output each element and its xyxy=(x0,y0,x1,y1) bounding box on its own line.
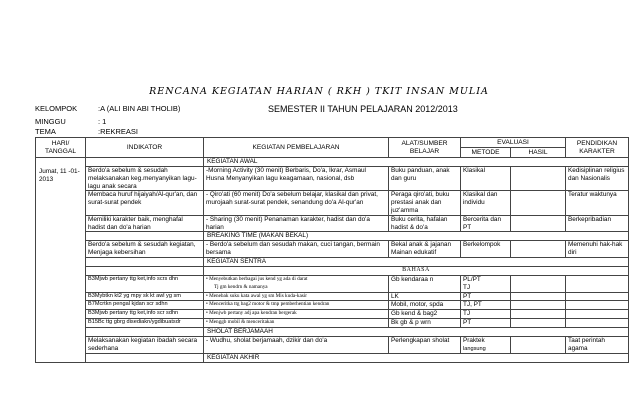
metode-cell: Bercerita dan PT xyxy=(461,215,511,232)
section-kegiatan-awal: KEGIATAN AWAL xyxy=(204,158,629,167)
metode-cell: PL/PT TJ xyxy=(461,275,511,292)
header-kegiatan: KEGIATAN PEMBELAJARAN xyxy=(204,138,389,158)
indikator-cell: Memiliki karakter baik, menghafal hadist dan do'a harian xyxy=(86,215,204,232)
hasil-cell xyxy=(511,215,566,232)
header-alat: ALAT/SUMBER BELAJAR xyxy=(389,138,461,158)
header-pendidikan: PENDIDIKAN KARAKTER xyxy=(566,138,629,158)
alat-cell: Perlengkapan sholat xyxy=(389,336,461,354)
table-row xyxy=(36,301,629,310)
metode-cell: TJ, PT xyxy=(461,301,511,310)
semester-text: SEMESTER II TAHUN PELAJARAN 2012/2013 xyxy=(268,104,458,114)
kegiatan-cell: - Berdo'a sebelum dan sesudah makan, cuci tangan, bermain bersama xyxy=(204,241,389,258)
metode-cell: PT xyxy=(461,318,511,327)
alat-cell: LK xyxy=(389,292,461,301)
empty-cell xyxy=(86,327,204,336)
table-row xyxy=(36,336,629,354)
table-row xyxy=(36,318,629,327)
karakter-cell: Kedisiplinan religius dan Nasionalis xyxy=(566,167,629,191)
kegiatan-cell: • Menyebutkan berbagai jus kend yg ada di darat Tj gm kendrn & namanya xyxy=(204,275,389,292)
section-kegiatan-sentra: KEGIATAN SENTRA xyxy=(204,257,629,266)
hasil-cell xyxy=(511,191,566,215)
indikator-cell: Berdo'a sebelum & sesudah melaksanakan keg.menyanyikan lagu-lagu anak secara xyxy=(86,167,204,191)
table-row xyxy=(36,191,629,215)
alat-cell: Buku panduan, anak dan guru xyxy=(389,167,461,191)
table-row xyxy=(36,215,629,232)
metode-cell: Berkelompok xyxy=(461,241,511,258)
hasil-cell xyxy=(511,318,566,327)
kegiatan-cell: • Menggb mobil & menceritakan xyxy=(204,318,389,327)
karakter-cell: Teratur waktunya xyxy=(566,191,629,215)
kegiatan-cell: • Menebak suku kata awal yg sm Mis kuda-kasir xyxy=(204,292,389,301)
page-title: RENCANA KEGIATAN HARIAN ( RKH ) TKIT INSAN MULIA xyxy=(149,86,489,97)
alat-cell: Bekal anak & jajanan Mainan edukatif xyxy=(389,241,461,258)
alat-cell: Buku cerita, hafalan hadist & do'a xyxy=(389,215,461,232)
karakter-cell: Berkepribadian xyxy=(566,215,629,232)
indikator-cell: B7Mcrtkn pengal kjdan scr sdhn xyxy=(86,301,204,310)
alat-cell: Gb kend & bag2 xyxy=(389,310,461,319)
alat-cell: Peraga qiro'ati, buku prestasi anak dan juz'amma xyxy=(389,191,461,215)
table-row xyxy=(36,241,629,258)
header-hari: HARI/ TANGGAL xyxy=(36,138,86,158)
hasil-cell xyxy=(511,241,566,258)
day-cell: Jumat, 11 -01-2013 xyxy=(36,158,86,363)
kegiatan-cell: -Morning Activity (30 menit) Berbaris, Do'a, Ikrar, Asmaul Husna Menyanyikan lagu keagamaan, nasional, dsb xyxy=(204,167,389,191)
indikator-cell: B3Mjwb pertany ttg ket,info scrs dhn xyxy=(86,275,204,292)
alat-cell: Bk gb & p wrn xyxy=(389,318,461,327)
alat-cell: Mobil, motor, spda xyxy=(389,301,461,310)
sentra-bahasa-title: BAHASA xyxy=(204,266,629,275)
metode-cell: TJ xyxy=(461,310,511,319)
indikator-cell: B3Mybtkn kt2 yg mpy sk kt awl yg sm xyxy=(86,292,204,301)
section-breaking-time: BREAKING TIME (MAKAN BEKAL) xyxy=(204,232,629,241)
metode-cell: Klasikal xyxy=(461,167,511,191)
table-row xyxy=(36,292,629,301)
karakter-cell: Memenuhi hak-hak diri xyxy=(566,241,629,258)
hasil-cell xyxy=(511,310,566,319)
indikator-cell: B15Bc ttg gbrg disediakn/ygdibuatsdr xyxy=(86,318,204,327)
header-hasil: HASIL xyxy=(511,148,566,158)
empty-cell xyxy=(86,266,204,275)
empty-cell xyxy=(86,354,204,363)
header-evaluasi: EVALUASI xyxy=(461,138,566,148)
table-row xyxy=(36,275,629,292)
header-indikator: INDIKATOR xyxy=(86,138,204,158)
section-kegiatan-akhir: KEGIATAN AKHIR xyxy=(204,354,629,363)
header-metode: METODE xyxy=(461,148,511,158)
section-sholat: SHOLAT BERJAMAAH xyxy=(204,327,629,336)
indikator-cell: Berdo'a sebelum & sesudah kegiatan, Menjaga kebersihan xyxy=(86,241,204,258)
karakter-cell xyxy=(566,292,629,301)
karakter-cell xyxy=(566,318,629,327)
minggu-value: : 1 xyxy=(98,117,107,126)
tema-value: :REKREASI xyxy=(98,127,139,136)
kegiatan-cell: - Wudhu, sholat berjamaah, dzikir dan do'a xyxy=(204,336,389,354)
karakter-cell xyxy=(566,301,629,310)
indikator-cell: Membaca huruf hijaiyah/Al-qur'an, dan surat-surat pendek xyxy=(86,191,204,215)
rkh-table xyxy=(35,137,629,363)
kegiatan-cell: - Sharing (30 menit) Penanaman karakter, hadist dan do'a harian xyxy=(204,215,389,232)
karakter-cell xyxy=(566,275,629,292)
metode-cell: PT xyxy=(461,292,511,301)
kegiatan-cell: - Qiro'ati (60 menit) Do'a sebelum belajar, klasikal dan privat, murojaah surat-surat pendek, senandung do'a Al-qur'an xyxy=(204,191,389,215)
kelompok-value: :A (ALI BIN ABI THOLIB) xyxy=(98,104,181,113)
tema-label: TEMA xyxy=(35,127,56,136)
empty-cell xyxy=(86,158,204,167)
karakter-cell xyxy=(566,310,629,319)
indikator-cell: B3Mjwb pertany ttg ket,info scr sdhn xyxy=(86,310,204,319)
table-row xyxy=(36,310,629,319)
hasil-cell xyxy=(511,167,566,191)
empty-cell xyxy=(86,232,204,241)
metode-cell: Klasikal dan individu xyxy=(461,191,511,215)
kelompok-label: KELOMPOK xyxy=(35,104,78,113)
alat-cell: Gb kendaraa n xyxy=(389,275,461,292)
hasil-cell xyxy=(511,275,566,292)
hasil-cell xyxy=(511,336,566,354)
minggu-label: MINGGU xyxy=(35,117,66,126)
hasil-cell xyxy=(511,292,566,301)
metode-cell: Praktek langsung xyxy=(461,336,511,354)
kegiatan-cell: • Menceritka ttg bag2 motor & tmp pemberhentian kendran xyxy=(204,301,389,310)
indikator-cell: Melaksanakan kegiatan ibadah secara sederhana xyxy=(86,336,204,354)
table-row xyxy=(36,167,629,191)
empty-cell xyxy=(86,257,204,266)
kegiatan-cell: • Menjwb pertany adj apa kendran bergerak xyxy=(204,310,389,319)
hasil-cell xyxy=(511,301,566,310)
karakter-cell: Taat perintah agama xyxy=(566,336,629,354)
